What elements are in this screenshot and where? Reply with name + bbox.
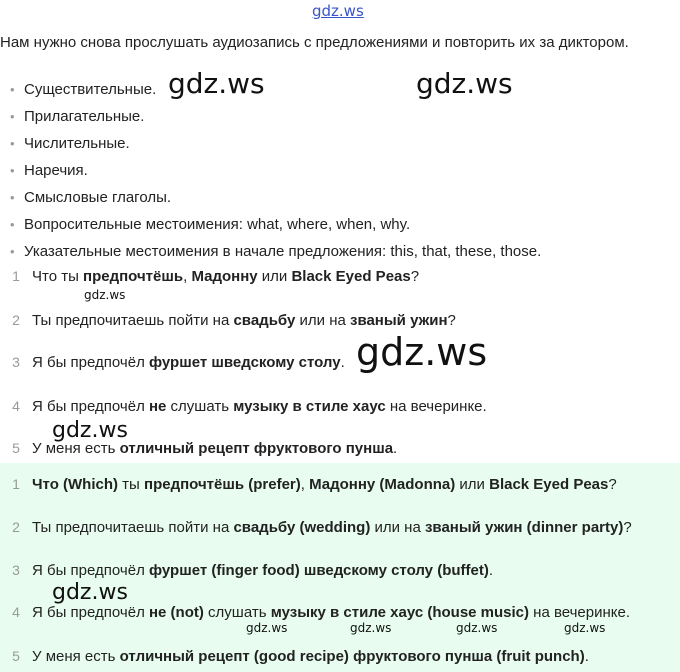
bold-text: фуршет (finger food) — [148, 562, 300, 579]
row-number: 2 — [12, 519, 20, 535]
bold-text: свадьбу — [233, 312, 296, 329]
question-row — [0, 396, 487, 417]
text: ? — [623, 519, 632, 536]
text: ты — [118, 476, 145, 493]
list-item: • Смысловые глаголы. — [10, 184, 541, 211]
watermark: gdz.ws — [350, 621, 392, 635]
bold-text: предпочтёшь — [83, 268, 184, 285]
row-number: 3 — [12, 562, 20, 578]
question-row — [0, 266, 419, 287]
answer-row — [0, 474, 617, 495]
text: слушать — [166, 398, 234, 415]
bold-text: отличный рецепт (good recipe) — [119, 648, 349, 665]
text: . — [393, 440, 398, 457]
watermark: gdz.ws — [168, 67, 265, 100]
row-number: 5 — [12, 648, 20, 664]
text: . — [584, 648, 589, 665]
bold-text: Мадонну — [191, 268, 258, 285]
bold-text: отличный рецепт фруктового пунша — [119, 440, 394, 457]
row-number: 5 — [12, 440, 20, 456]
bold-text: свадьбу (wedding) — [233, 519, 371, 536]
bold-text: музыку в стиле хаус — [233, 398, 386, 415]
bold-text: званый ужин (dinner party) — [424, 519, 624, 536]
list-item: • Прилагательные. — [10, 103, 541, 130]
intro-text: Нам нужно снова прослушать аудиозапись с предложениями и повторить их за диктором. — [0, 34, 629, 51]
list-item: • Наречия. — [10, 157, 541, 184]
text: Я бы предпочёл — [32, 604, 149, 621]
text: Что ты — [32, 268, 84, 285]
text: . — [340, 354, 345, 371]
row-number: 4 — [12, 398, 20, 414]
row-number: 2 — [12, 312, 20, 328]
watermark: gdz.ws — [246, 621, 288, 635]
text: У меня есть — [32, 648, 120, 665]
text: У меня есть — [32, 440, 120, 457]
bold-text: не — [148, 398, 167, 415]
answer-row — [0, 646, 589, 667]
text: или — [257, 268, 292, 285]
text: или на — [370, 519, 425, 536]
text: Я бы предпочёл — [32, 562, 149, 579]
row-number: 3 — [12, 354, 20, 370]
list-item: • Указательные местоимения в начале предложения: this, that, these, those. — [10, 238, 541, 265]
bold-text: Мадонну (Madonna) — [309, 476, 456, 493]
text: Я бы предпочёл — [32, 354, 149, 371]
watermark: gdz.ws — [52, 580, 128, 605]
list-item: • Числительные. — [10, 130, 541, 157]
text: ? — [410, 268, 420, 285]
row-number: 1 — [12, 476, 20, 492]
answer-row — [0, 517, 632, 538]
answer-row — [0, 560, 493, 581]
text: на вечеринке. — [385, 398, 487, 415]
watermark: gdz.ws — [456, 621, 498, 635]
bold-text: фуршет шведскому столу — [148, 354, 341, 371]
question-row — [0, 310, 456, 331]
list-item: • Существительные. — [10, 76, 541, 103]
bold-text: Black Eyed Peas — [489, 476, 609, 493]
text: ? — [447, 312, 456, 329]
bold-text: фруктового пунша (fruit punch) — [353, 648, 585, 665]
watermark: gdz.ws — [416, 67, 513, 100]
bold-text: Что (Which) — [32, 476, 119, 493]
bold-text: званый ужин — [349, 312, 448, 329]
bold-text: не (not) — [148, 604, 204, 621]
text: на вечеринке. — [529, 604, 631, 621]
text: или на — [295, 312, 350, 329]
text: ? — [608, 476, 617, 493]
watermark: gdz.ws — [84, 288, 126, 302]
word-types-list — [10, 76, 541, 265]
bold-text: Black Eyed Peas — [291, 268, 411, 285]
answer-row — [0, 602, 630, 623]
text: Ты предпочитаешь пойти на — [32, 312, 234, 329]
watermark-top[interactable]: gdz.ws — [312, 2, 364, 20]
list-item: • Вопросительные местоимения: what, where, when, why. — [10, 211, 541, 238]
text: или — [455, 476, 490, 493]
text: Я бы предпочёл — [32, 398, 149, 415]
bold-text: музыку в стиле хаус (house music) — [270, 604, 530, 621]
bold-text: шведскому столу (buffet) — [303, 562, 489, 579]
watermark: gdz.ws — [356, 330, 488, 374]
row-number: 4 — [12, 604, 20, 620]
text: Ты предпочитаешь пойти на — [32, 519, 234, 536]
watermark: gdz.ws — [52, 418, 128, 443]
text: слушать — [203, 604, 271, 621]
question-row — [0, 352, 345, 373]
row-number: 1 — [12, 268, 20, 284]
text: . — [488, 562, 494, 579]
text: , — [183, 268, 192, 285]
bold-text: предпочтёшь (prefer) — [144, 476, 301, 493]
watermark: gdz.ws — [564, 621, 606, 635]
text: , — [300, 476, 310, 493]
